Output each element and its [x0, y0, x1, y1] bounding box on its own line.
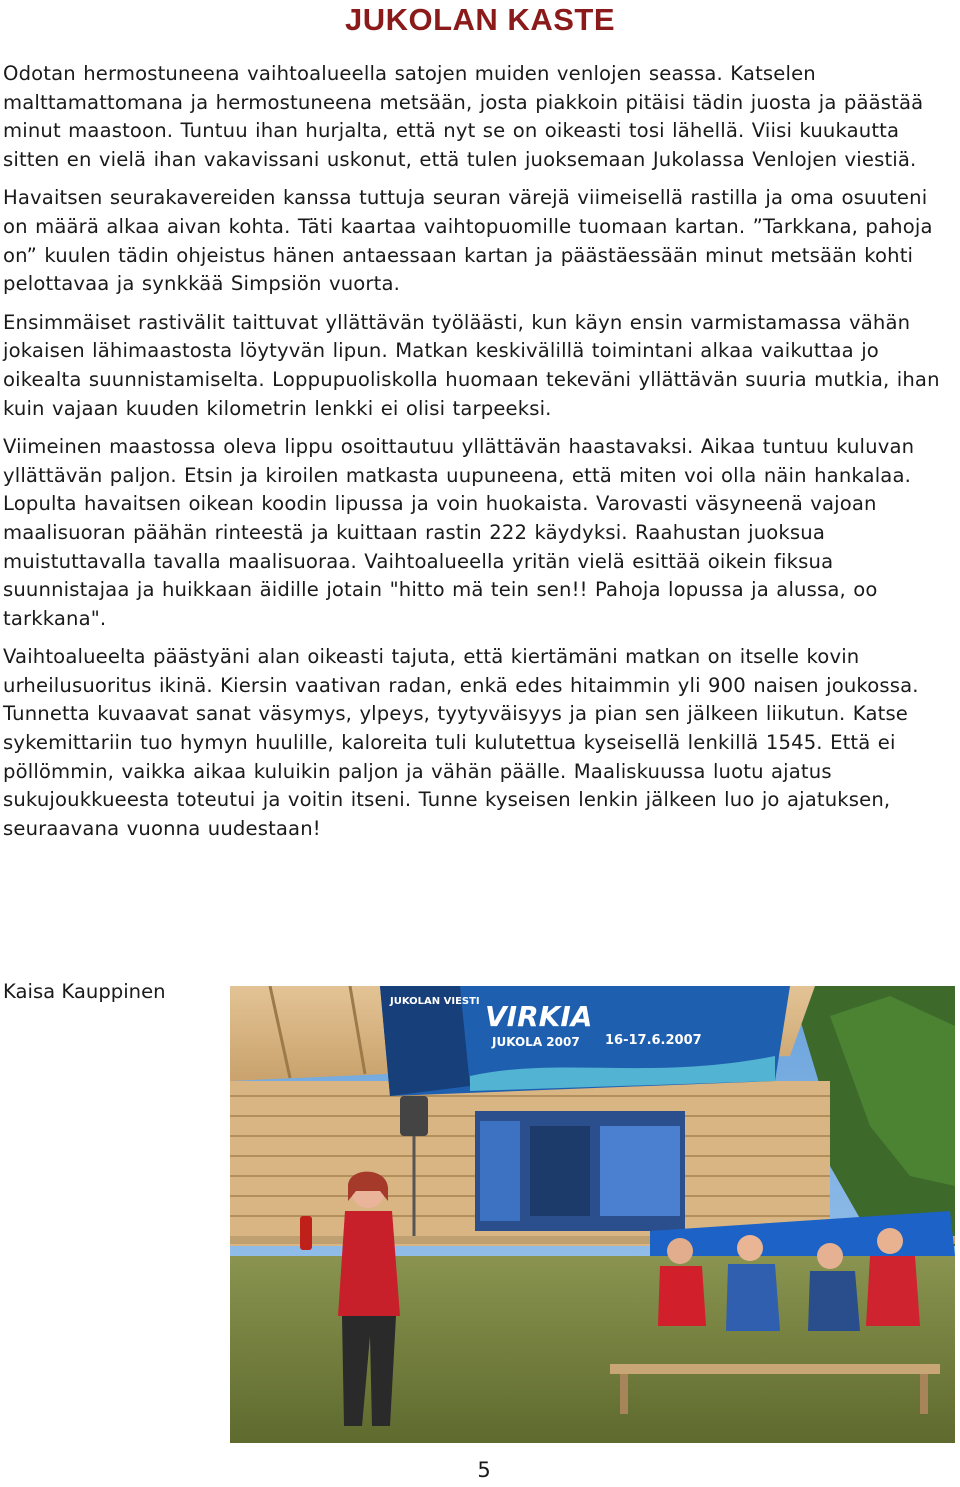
page-number: 5 — [477, 1458, 491, 1482]
photo-side-banner-text: JUKOLAN VIESTI — [390, 996, 480, 1007]
paragraph: Vaihtoalueelta päästyäni alan oikeasti tajuta, että kiertämäni matkan on itselle kovin urheilusuoritus ikinä. Kiersin vaativan radan, enkä edes hitaimmin yli 900 naisen joukossa. Tunnetta kuvaavat sanat väsymys, ylpeys, tyytyväisyys ja pian sen jälkeen liikutun. Katse sykemittariin tuo hymyn huulille, kaloreita tuli kulutettua kyseisellä lenkillä 1545. Että ei pöllömmin, vaikka aikaa kuluikin paljon ja vähän päälle. Maaliskuussa luotu ajatus sukujoukkueesta toteutui ja voitin itseni. Tunne kyseisen lenkin jälkeen luo jo ajatuksen, seuraavana vuonna uudestaan! — [3, 645, 919, 840]
photo-banner-brand: VIRKIA — [485, 1000, 593, 1033]
paragraph: Viimeinen maastossa oleva lippu osoittautuu yllättävän haastavaksi. Aikaa tuntuu kuluvan yllättävän paljon. Etsin ja kiroilen matkasta uupuneena, että miten voi olla näin hankalaa. Lopulta havaitsen oikean koodin lipussa ja voin huokaista. Varovasti väsyneenä vajoan maalisuoran päähän rinteestä ja kuittaan rastin 222 käydyksi. Raahustan juoksua muistuttavalla tavalla maalisuoraa. Vaihtoalueella yritän vielä esittää oikein fiksua suunnistajaa ja huikkaan äidille jotain "hitto mä tein sen!! Pahoja lopussa ja alussa, oo tarkkana". — [3, 435, 915, 630]
photo-banner-dates: 16-17.6.2007 — [605, 1033, 702, 1048]
article-body — [3, 60, 957, 853]
paragraph: Ensimmäiset rastivälit taittuvat yllättävän työläästi, kun käyn ensin varmistamassa vähän jokaisen lähimaastosta löytyvän lipun. Matkan keskivälillä toimintani alkaa vaikuttaa jo oikealta suunnistamiselta. Loppupuoliskolla huomaan tekeväni yllättävän suuria mutkia, ihan kuin vajaan kuuden kilometrin lenkki ei olisi tarpeeksi. — [3, 310, 940, 420]
paragraph: Havaitsen seurakavereiden kanssa tuttuja seuran värejä viimeisellä rastilla ja oma osuuteni on määrä alkaa aivan kohta. Täti kaartaa vaihtopuomille tuomaan kartan. ”Tarkkana, pahoja on” kuulen tädin ohjeistus hänen antaessaan kartan ja päästäessään minut metsään kohti pelottavaa ja synkkää Simpsiön vuorta. — [3, 186, 933, 296]
photo-bench — [610, 1364, 940, 1374]
page-title: JUKOLAN KASTE — [344, 2, 615, 37]
author-name: Kaisa Kauppinen — [3, 980, 166, 1003]
photo-speaker — [400, 1096, 428, 1136]
paragraph: Odotan hermostuneena vaihtoalueella satojen muiden venlojen seassa. Katselen malttamattomana ja hermostuneena metsään, josta piakkoin pitäisi tädin juosta ja päästää minut maastoon. Tuntuu ihan hurjalta, että nyt se on oikeasti tosi lähellä. Viisi kuukautta sitten en vielä ihan vakavissani uskonut, että tulen juoksemaan Jukolassa Venlojen viestiä. — [3, 62, 924, 171]
photo-banner-subtitle: JUKOLA 2007 — [492, 1035, 580, 1049]
event-photo — [230, 986, 955, 1443]
photo-fire-extinguisher — [300, 1216, 312, 1250]
